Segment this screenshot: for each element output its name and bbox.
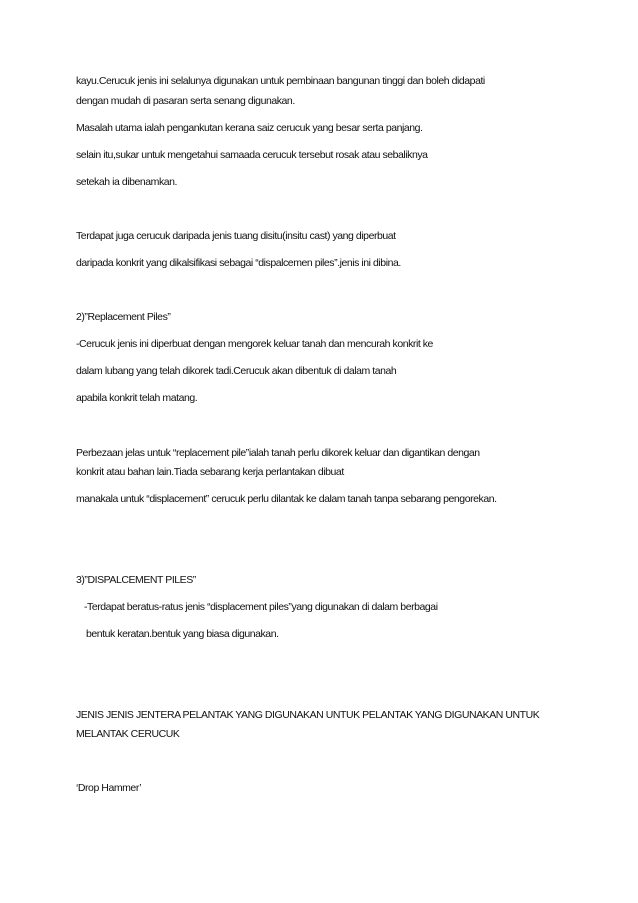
- text-line: konkrit atau bahan lain.Tiada sebarang kerja perlantakan dibuat: [76, 466, 344, 478]
- text-line: apabila konkrit telah matang.: [76, 392, 198, 404]
- text-line: dalam lubang yang telah dikorek tadi.Cerucuk akan dibentuk di dalam tanah: [76, 365, 397, 377]
- text-line: bentuk keratan.bentuk yang biasa digunakan.: [86, 628, 279, 640]
- text-line: manakala untuk “displacement” cerucuk perlu dilantak ke dalam tanah tanpa sebarang pengorekan.: [76, 493, 497, 505]
- text-line: Masalah utama ialah pengankutan kerana saiz cerucuk yang besar serta panjang.: [76, 122, 423, 134]
- section-heading: 3)”DISPALCEMENT PILES”: [76, 574, 196, 586]
- text-line: Perbezaan jelas untuk “replacement pile”ialah tanah perlu dikorek keluar dan digantikan dengan: [76, 447, 480, 459]
- text-line: setekah ia dibenamkan.: [76, 176, 178, 188]
- subheading: ‘Drop Hammer’: [76, 782, 142, 794]
- text-line: -Cerucuk jenis ini diperbuat dengan mengorek keluar tanah dan mencurah konkrit ke: [76, 338, 433, 350]
- text-line: -Terdapat beratus-ratus jenis “displacement piles”yang digunakan di dalam berbagai: [84, 601, 438, 613]
- section-heading: 2)”Replacement Piles”: [76, 311, 171, 323]
- text-line: selain itu,sukar untuk mengetahui samaada cerucuk tersebut rosak atau sebaliknya: [76, 149, 428, 161]
- text-line: kayu.Cerucuk jenis ini selalunya digunakan untuk pembinaan bangunan tinggi dan boleh didapati: [76, 75, 485, 87]
- section-heading: MELANTAK CERUCUK: [76, 728, 180, 740]
- section-heading: JENIS JENIS JENTERA PELANTAK YANG DIGUNAKAN UNTUK PELANTAK YANG DIGUNAKAN UNTUK: [76, 709, 540, 721]
- text-line: Terdapat juga cerucuk daripada jenis tuang disitu(insitu cast) yang diperbuat: [76, 230, 396, 242]
- text-line: dengan mudah di pasaran serta senang digunakan.: [76, 95, 295, 107]
- text-line: daripada konkrit yang dikalsifikasi sebagai “dispalcemen piles”.jenis ini dibina.: [76, 257, 401, 269]
